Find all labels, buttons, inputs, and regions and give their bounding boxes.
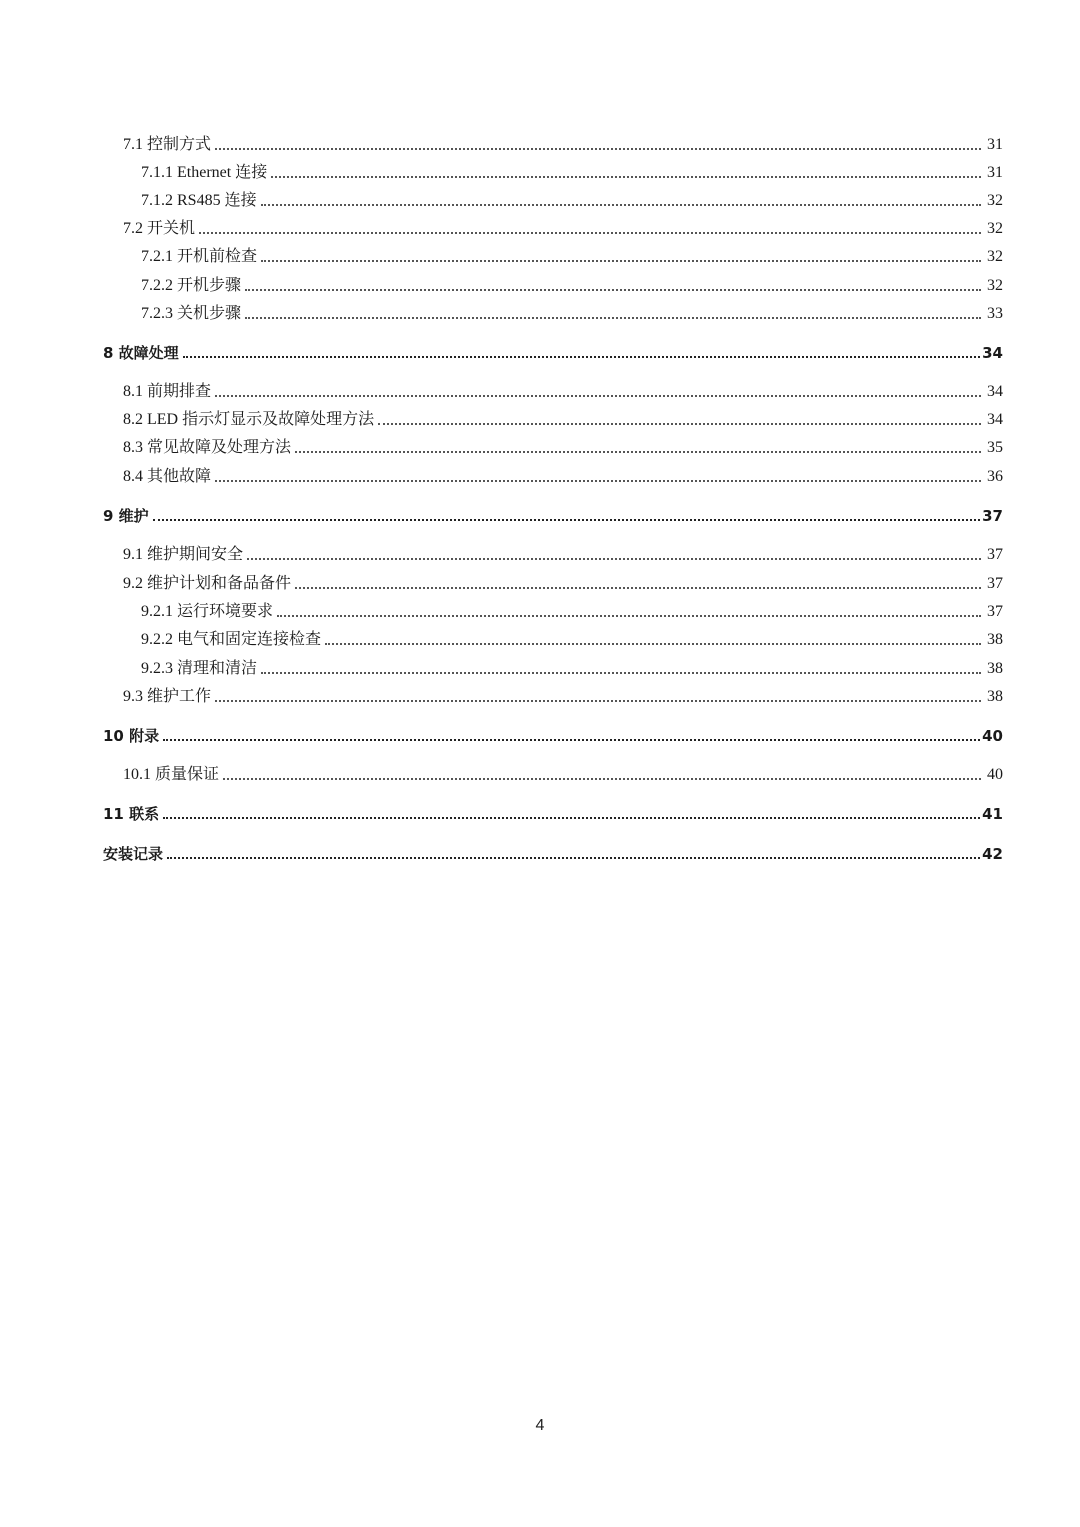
toc-entry-7-2-3[interactable] [103,300,1003,324]
toc-entry-title: 7.2.2 开机步骤 [141,277,242,294]
dot-leader [277,615,981,617]
toc-entry-page: 34 [987,383,1003,400]
toc-entry-page: 40 [987,766,1003,783]
toc-entry-title: 7.1.2 RS485 连接 [141,192,257,209]
page-number: 4 [535,1417,545,1434]
toc-entry-title: 9.2.2 电气和固定连接检查 [141,631,322,648]
dot-leader [245,317,981,319]
toc-entry-7-2-1[interactable] [103,243,1003,267]
dot-leader [295,451,981,453]
toc-entry-page: 41 [982,805,1003,823]
toc-entry-page: 36 [987,468,1003,485]
dot-leader [183,356,980,358]
toc-entry-8-2[interactable] [103,406,1003,430]
toc-entry-9-2[interactable] [103,570,1003,594]
toc-entry-title: 8.2 LED 指示灯显示及故障处理方法 [123,411,375,428]
toc-entry-10-1[interactable] [103,761,1003,785]
toc-entry-9-2-2[interactable] [103,626,1003,650]
toc-entry-7-1-2[interactable] [103,187,1003,211]
toc-entry-8-1[interactable] [103,378,1003,402]
toc-entry-page: 37 [987,546,1003,563]
toc-entry-page: 37 [987,603,1003,620]
toc-entry-page: 42 [982,845,1003,863]
toc-entry-7-1-1[interactable] [103,159,1003,183]
toc-entry-8-3[interactable] [103,434,1003,458]
toc-entry-title: 7.1.1 Ethernet 连接 [141,164,268,181]
toc-entry-title: 8 故障处理 [103,344,179,362]
toc-entry-title: 9.2 维护计划和备品备件 [123,575,292,592]
toc-entry-title: 10 附录 [103,727,160,745]
dot-leader [223,778,981,780]
toc-entry-title: 9.2.3 清理和清洁 [141,660,258,677]
dot-leader [295,587,981,589]
dot-leader [247,558,981,560]
dot-leader [215,700,981,702]
toc-entry-install-record[interactable] [103,840,1003,864]
dot-leader [378,423,981,425]
toc-entry-8[interactable] [103,339,1003,363]
dot-leader [199,232,981,234]
toc-entry-title: 7.2.1 开机前检查 [141,248,258,265]
toc-entry-title: 8.1 前期排查 [123,383,212,400]
toc-entry-title: 9 维护 [103,507,149,525]
toc-entry-page: 32 [987,192,1003,209]
toc-entry-page: 32 [987,248,1003,265]
dot-leader [167,857,980,859]
dot-leader [245,289,981,291]
toc-entry-title: 7.2.3 关机步骤 [141,305,242,322]
toc-entry-page: 38 [987,631,1003,648]
toc-entry-page: 37 [982,507,1003,525]
toc-entry-page: 38 [987,688,1003,705]
toc-entry-title: 11 联系 [103,805,160,823]
toc-entry-page: 33 [987,305,1003,322]
toc-entry-title: 9.1 维护期间安全 [123,546,244,563]
toc-entry-7-1[interactable] [103,131,1003,155]
toc-entry-page: 32 [987,220,1003,237]
dot-leader [215,395,981,397]
toc-entry-title: 7.2 开关机 [123,220,196,237]
toc-entry-7-2[interactable] [103,215,1003,239]
dot-leader [261,260,981,262]
toc-entry-page: 37 [987,575,1003,592]
dot-leader [215,148,981,150]
toc-entry-page: 31 [987,164,1003,181]
dot-leader [163,817,980,819]
toc-entry-9[interactable] [103,502,1003,526]
toc-entry-page: 32 [987,277,1003,294]
toc-entry-page: 31 [987,136,1003,153]
toc-entry-9-3[interactable] [103,683,1003,707]
dot-leader [215,480,981,482]
toc-entry-title: 9.3 维护工作 [123,688,212,705]
dot-leader [271,176,981,178]
toc-entry-page: 38 [987,660,1003,677]
dot-leader [261,672,981,674]
toc-entry-title: 8.4 其他故障 [123,468,212,485]
dot-leader [325,643,981,645]
toc-entry-title: 安装记录 [103,845,164,863]
dot-leader [261,204,981,206]
toc-entry-page: 34 [987,411,1003,428]
dot-leader [153,519,980,521]
toc-entry-11[interactable] [103,800,1003,824]
toc-entry-page: 34 [982,344,1003,362]
dot-leader [163,739,980,741]
toc-entry-9-1[interactable] [103,541,1003,565]
toc-entry-title: 8.3 常见故障及处理方法 [123,439,292,456]
toc-entry-title: 9.2.1 运行环境要求 [141,603,274,620]
toc-entry-page: 35 [987,439,1003,456]
toc-entry-title: 10.1 质量保证 [123,766,220,783]
toc-entry-title: 7.1 控制方式 [123,136,212,153]
toc-entry-9-2-3[interactable] [103,655,1003,679]
toc-entry-page: 40 [982,727,1003,745]
toc-entry-9-2-1[interactable] [103,598,1003,622]
toc-entry-7-2-2[interactable] [103,272,1003,296]
toc-entry-10[interactable] [103,722,1003,746]
toc-entry-8-4[interactable] [103,463,1003,487]
